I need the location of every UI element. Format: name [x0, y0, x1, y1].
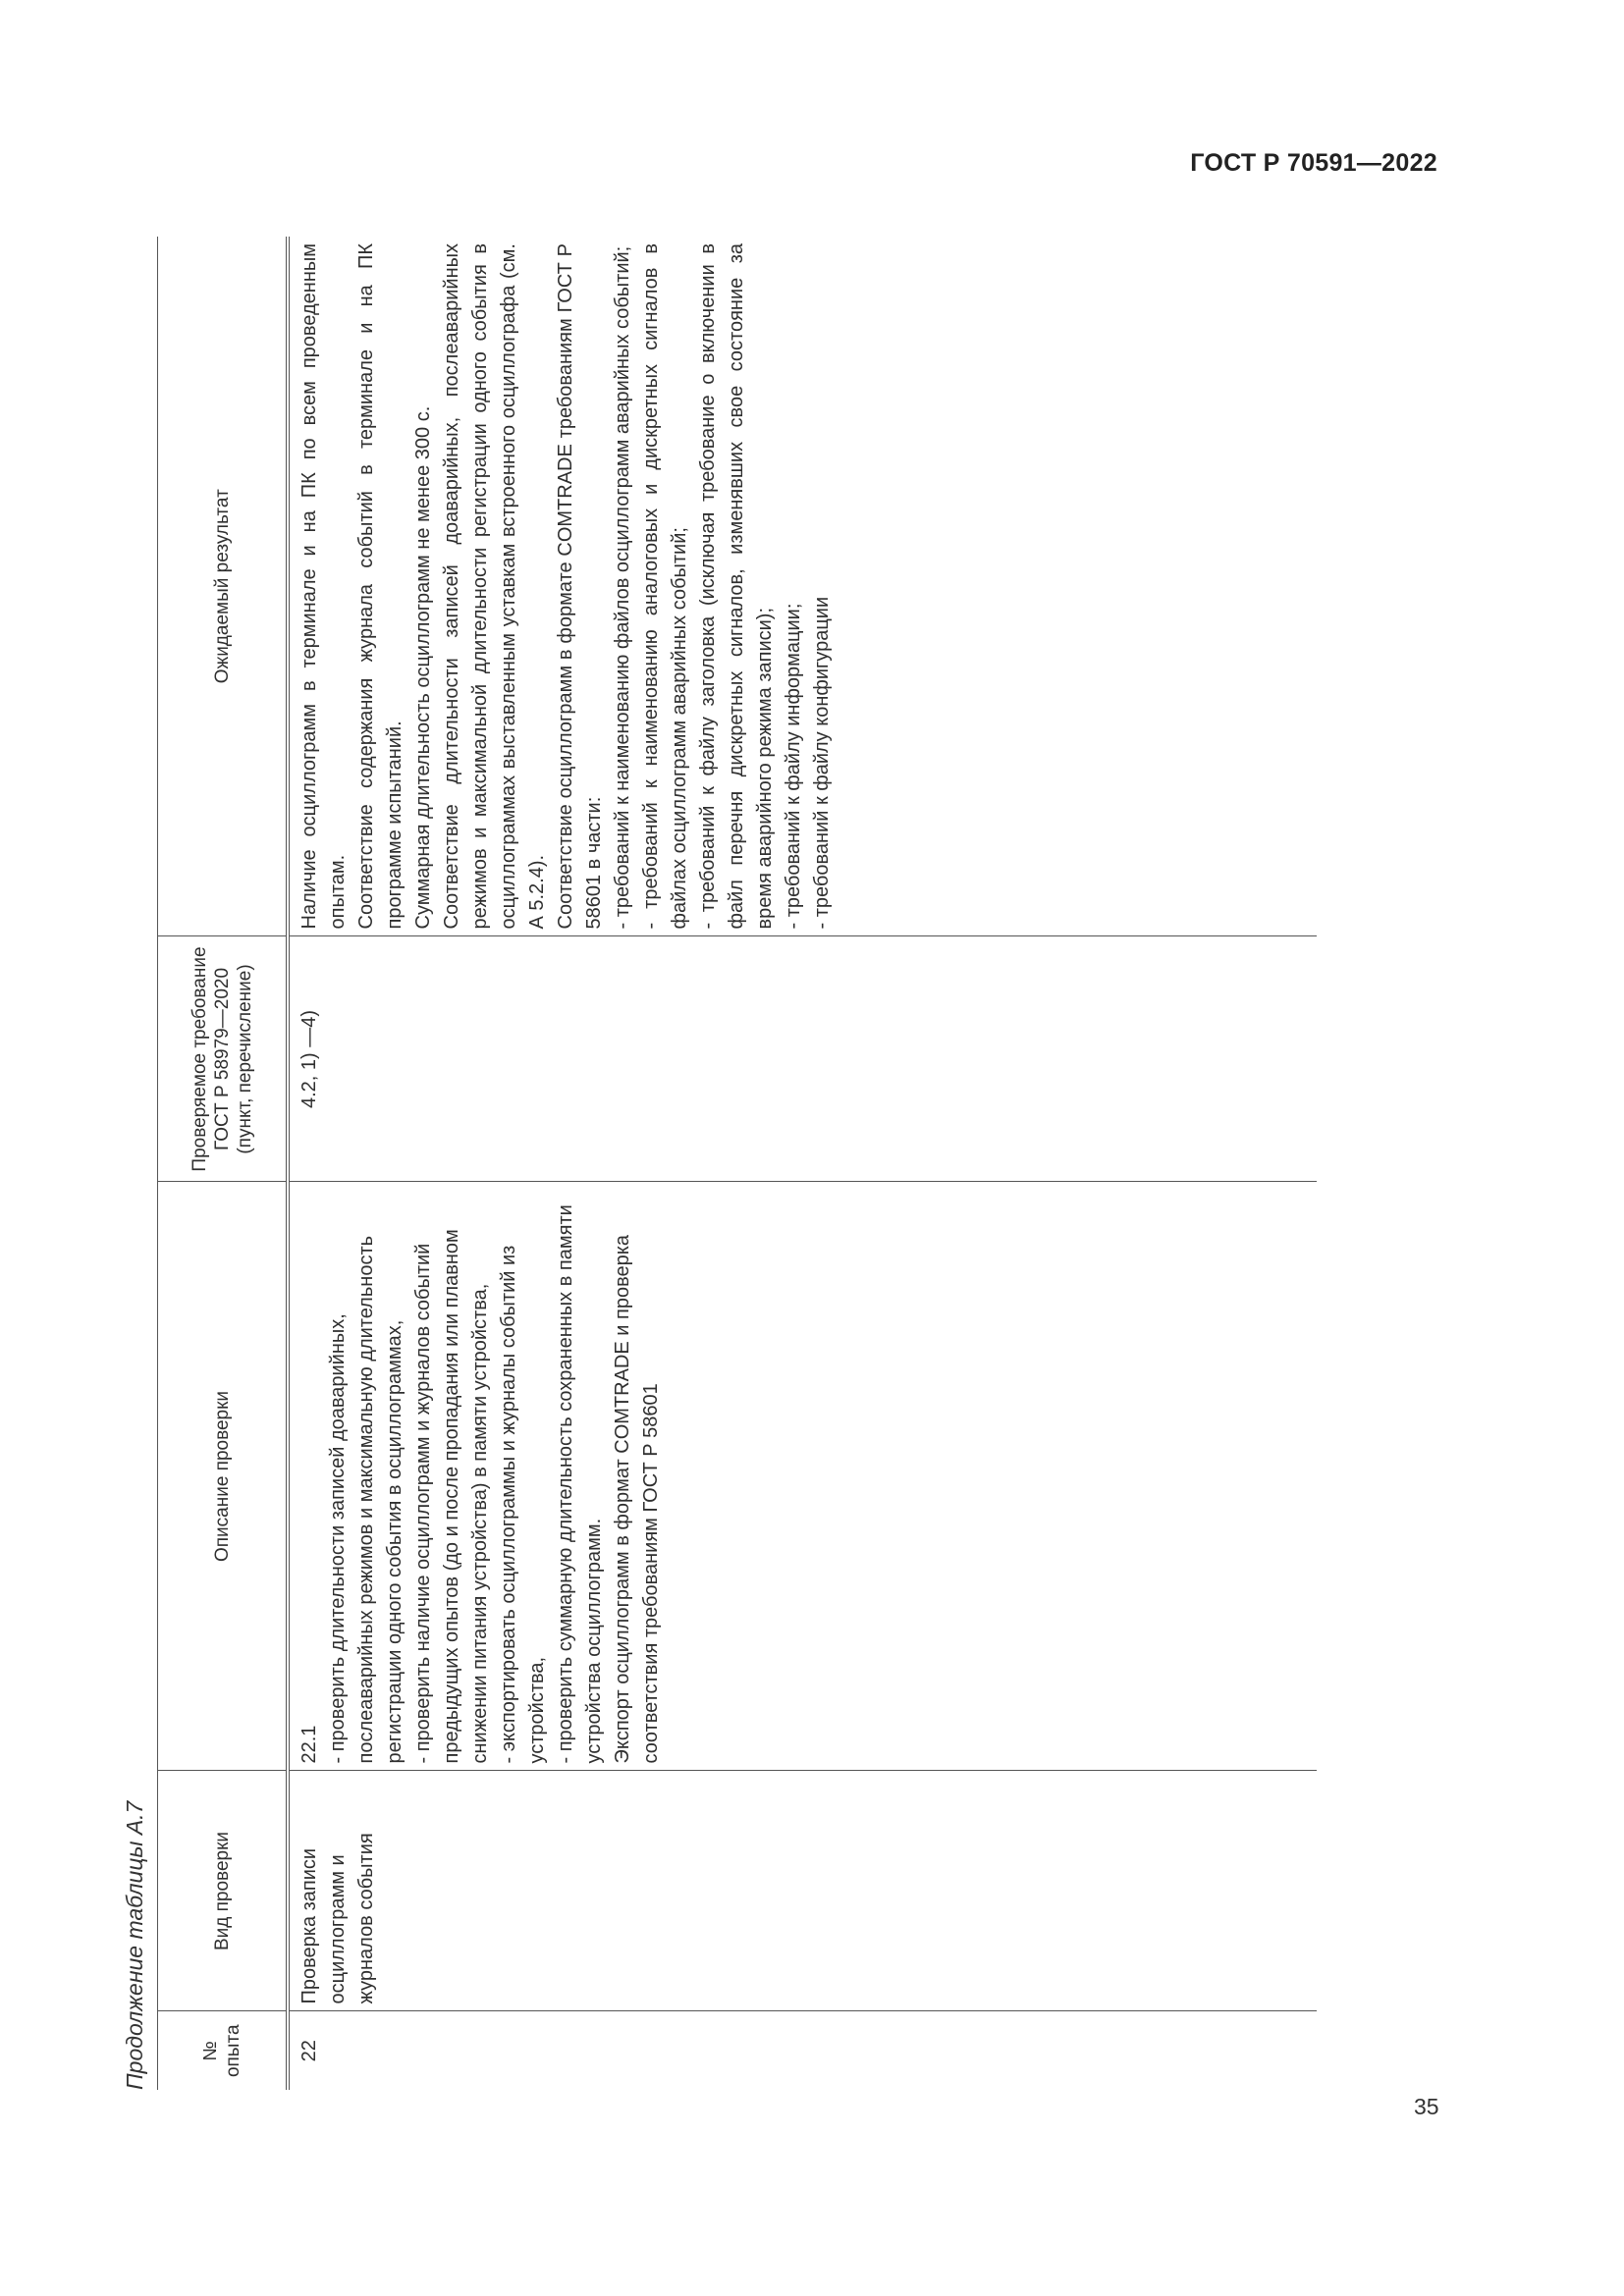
cell-check-type: Проверка записи осциллограмм и журналов события — [288, 1771, 1317, 2011]
expected-line: - требований к наименованию аналоговых и дискретных сигналов в файлах осциллограмм аварийных событий; — [640, 243, 690, 930]
expected-line: - требований к файлу информации; — [783, 603, 804, 930]
description-line: 22.1 — [298, 1725, 320, 1764]
expected-line: Соответствие содержания журнала событий в терминале и на ПК программе испытаний. — [355, 243, 406, 930]
description-line: - проверить длительности записей доаварийных, послеаварийных режимов и максимальную длительность регистрации одного события в осциллограммах, — [327, 1235, 406, 1764]
expected-line: - требований к наименованию файлов осциллограмм аварийных событий; — [612, 245, 633, 930]
cell-test-number: 22 — [288, 2011, 1317, 2090]
page-number: 35 — [1414, 2094, 1439, 2119]
header-expected-result: Ожидаемый результат — [158, 237, 289, 936]
expected-line: Наличие осциллограмм в терминале и на ПК по всем проведенным опытам. — [298, 243, 349, 930]
expected-line: - требований к файлу заголовка (исключая требование о включении в файл перечня дискретных сигналов, изменявших свое состояние за время аварийного режима записи); — [697, 243, 776, 930]
expected-line: Суммарная длительность осциллограмм не менее 300 с. — [412, 405, 434, 930]
description-line: - экспортировать осциллограммы и журналы событий из устройства, — [498, 1245, 548, 1764]
header-check-description: Описание проверки — [158, 1182, 289, 1771]
test-table — [157, 237, 1317, 2090]
cell-check-description — [288, 1182, 1317, 1771]
cell-requirement: 4.2, 1) —4) — [288, 936, 1317, 1182]
header-requirement: Проверяемое требование ГОСТ Р 58979—2020 (пункт, перечисление) — [158, 936, 289, 1182]
expected-line: - требований к файлу конфигурации — [811, 596, 833, 930]
cell-expected-result — [288, 237, 1317, 936]
description-line: - проверить наличие осциллограмм и журналов событий предыдущих опытов (до и после пропадания или плавном снижении питания устройства) в памяти устройства, — [412, 1229, 491, 1764]
expected-line: Соответствие длительности записей доаварийных, послеаварийных режимов и максимальной длительности регистрации одного события в осциллограммах выставленным уставкам встроенного осциллографа (см. А 5.2.4). — [441, 243, 548, 930]
header-test-number: № опыта — [158, 2011, 289, 2090]
header-check-type: Вид проверки — [158, 1771, 289, 2011]
rotated-table-block — [108, 237, 1286, 2090]
table-row — [288, 237, 1317, 2090]
description-line: - проверить суммарную длительность сохраненных в памяти устройства осциллограмм. — [555, 1204, 605, 1764]
document-id: ГОСТ Р 70591—2022 — [1190, 149, 1437, 177]
table-caption: Продолжение таблицы А.7 — [122, 1800, 147, 2090]
table-header-row — [158, 237, 289, 2090]
description-line: Экспорт осциллограмм в формат COMTRADE и проверка соответствия требованиям ГОСТ Р 58601 — [612, 1234, 662, 1764]
expected-line: Соответствие осциллограмм в формате COMTRADE требованиям ГОСТ Р 58601 в части: — [555, 243, 605, 930]
